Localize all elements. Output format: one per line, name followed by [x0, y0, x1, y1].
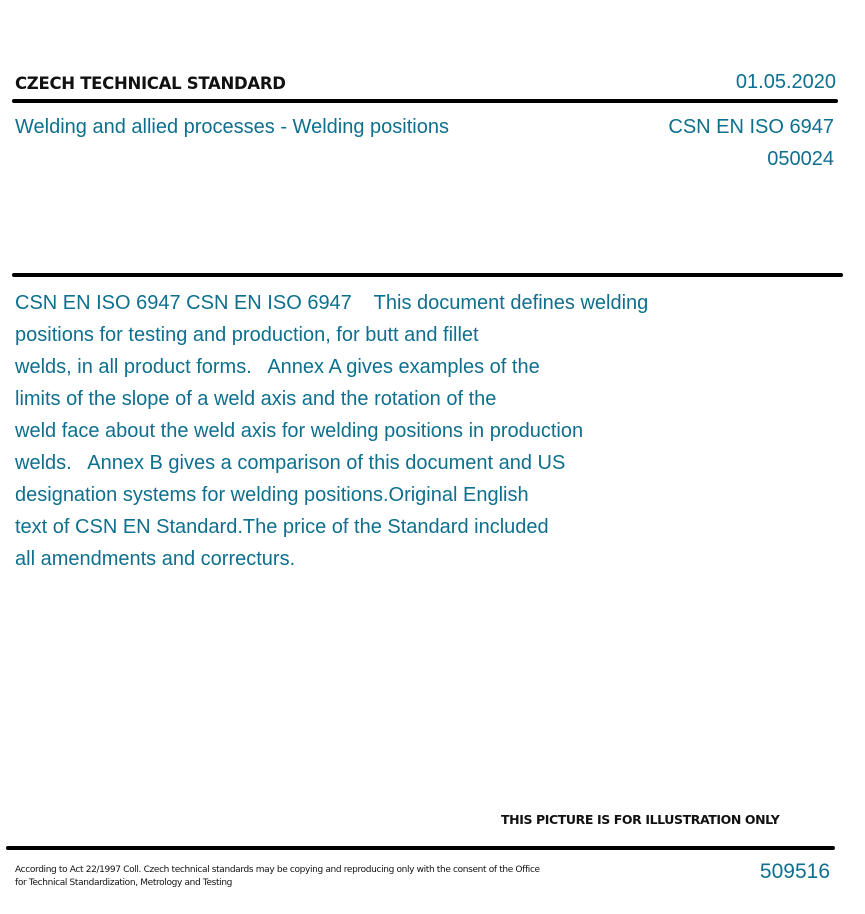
description-line: limits of the slope of a weld axis and the rotation of the	[15, 388, 497, 410]
standard-code: CSN EN ISO 6947	[668, 116, 834, 138]
footer-divider	[6, 846, 835, 850]
description-line: designation systems for welding positions.Original English	[15, 484, 529, 506]
catalog-number: 509516	[759, 860, 830, 883]
description-line: positions for testing and production, for butt and fillet	[15, 324, 479, 346]
description-line: all amendments and correcturs.	[15, 548, 296, 570]
description-line: weld face about the weld axis for welding positions in production	[15, 420, 584, 442]
illustration-notice: THIS PICTURE IS FOR ILLUSTRATION ONLY	[501, 812, 780, 827]
document-title: Welding and allied processes - Welding positions	[15, 116, 449, 138]
description-line: welds. Annex B gives a comparison of this document and US	[15, 452, 566, 474]
description-line: welds, in all product forms. Annex A gives examples of the	[15, 356, 540, 378]
legal-notice-line: According to Act 22/1997 Coll. Czech technical standards may be copying and reproducing only with the consent of the Office	[15, 865, 540, 875]
legal-notice-line: for Technical Standardization, Metrology and Testing	[15, 878, 233, 888]
description-line: text of CSN EN Standard.The price of the Standard included	[15, 516, 549, 538]
publication-date: 01.05.2020	[735, 71, 836, 93]
legal-notice	[15, 864, 595, 890]
description-line: CSN EN ISO 6947 CSN EN ISO 6947 This document defines welding	[15, 292, 649, 314]
document-description	[15, 287, 735, 575]
header-divider	[12, 99, 838, 103]
title-divider	[12, 273, 843, 277]
classification-number: 050024	[767, 148, 834, 170]
standard-type-label: CZECH TECHNICAL STANDARD	[15, 74, 286, 93]
